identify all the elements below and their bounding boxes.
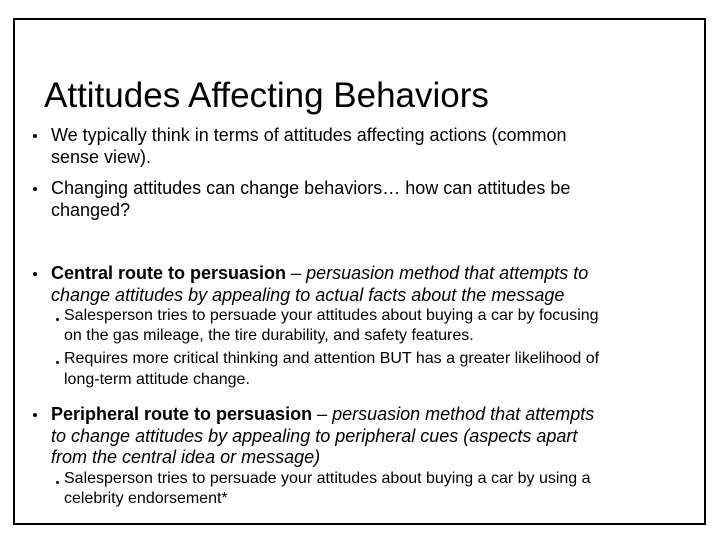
bullet-dot [33, 272, 37, 276]
subbullet-line: celebrity endorsement* [64, 490, 228, 507]
subbullet-line: Salesperson tries to persuade your attitudes about buying a car by using a [64, 470, 591, 487]
peripheral-route-dash: – [312, 404, 333, 424]
bullet-line: changed? [51, 200, 131, 220]
subbullet-line: long-term attitude change. [64, 371, 250, 388]
bullet-line: We typically think in terms of attitudes affecting actions (common [51, 125, 567, 145]
slide-title: Attitudes Affecting Behaviors [44, 76, 489, 115]
peripheral-route-term: Peripheral route to persuasion [51, 404, 313, 424]
subbullet-line: Requires more critical thinking and attention BUT has a greater likelihood of [64, 350, 600, 367]
bullet-dot [33, 187, 37, 191]
peripheral-route-line-1 [51, 403, 594, 425]
subbullet-dot [56, 318, 59, 321]
peripheral-route-definition-cont: to change attitudes by appealing to peripheral cues (aspects apart [51, 426, 578, 446]
peripheral-route-definition-cont: from the central idea or message) [51, 447, 321, 467]
central-route-definition-cont: change attitudes by appealing to actual facts about the message [51, 285, 565, 305]
central-route-line-2 [51, 284, 564, 306]
subbullet-dot [56, 481, 59, 484]
central-route-line-1 [51, 262, 588, 284]
subbullet-line: on the gas mileage, the tire durability, and safety features. [64, 327, 474, 344]
central-route-definition: persuasion method that attempts to [306, 263, 589, 283]
peripheral-route-line-2 [51, 425, 577, 447]
bullet-line: Changing attitudes can change behaviors… how can attitudes be [51, 178, 571, 198]
bullet-dot [33, 413, 37, 417]
peripheral-route-line-3 [51, 446, 320, 468]
subbullet-dot [56, 361, 59, 364]
bullet-dot [33, 134, 37, 138]
bullet-line: sense view). [51, 147, 152, 167]
central-route-term: Central route to persuasion [51, 263, 287, 283]
peripheral-route-definition: persuasion method that attempts [332, 404, 595, 424]
subbullet-line: Salesperson tries to persuade your attitudes about buying a car by focusing [64, 307, 599, 324]
central-route-dash: – [286, 263, 307, 283]
